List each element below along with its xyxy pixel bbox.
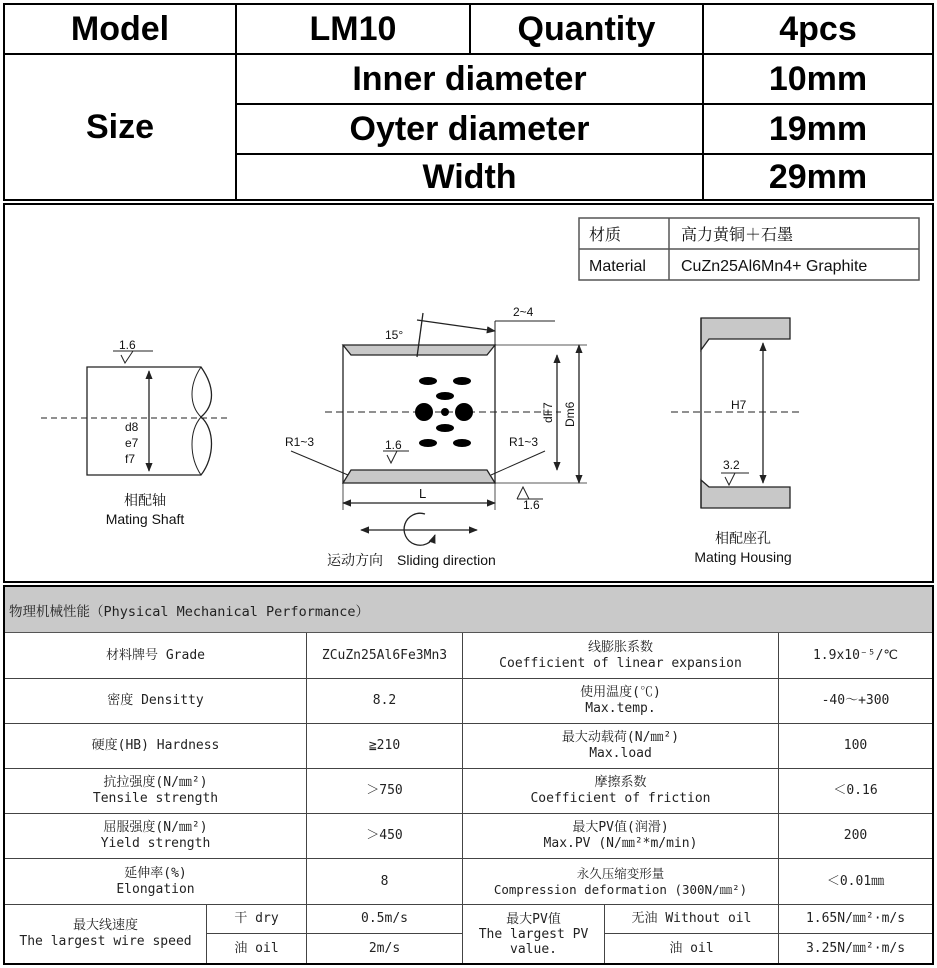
perf-row-label: 永久压缩变形量 Compression deformation (300N/㎜²) [463,859,779,905]
material-en-label: Material [589,258,646,275]
perf-row-value: 1.9x10⁻⁵/℃ [779,633,932,679]
bushing-length: L [419,486,427,501]
shaft-caption-cn: 相配轴 [124,493,166,509]
material-cn-label: 材质 [589,225,622,244]
oil-label: 油 oil [207,934,307,963]
bushing-outer-fit: Dm6 [563,401,577,427]
performance-table [3,585,934,965]
perf-row-value: ＜0.01㎜ [779,859,932,905]
drawing-canvas [5,205,932,581]
perf-row-value: 8 [307,859,463,905]
bushing-roughness-inner: 1.6 [385,438,402,452]
inner-diameter-value: 10mm [704,55,932,105]
perf-row-label: 屈服强度(N/㎜²) Yield strength [5,814,307,859]
shaft-tol-d8: d8 [125,420,139,434]
size-label: Size [5,55,237,199]
perf-row-label: 使用温度(℃) Max.temp. [463,679,779,724]
model-value: LM10 [237,5,471,55]
quantity-value: 4pcs [704,5,932,55]
wire-speed-label: 最大线速度 The largest wire speed [5,905,207,963]
width-value: 29mm [768,157,868,196]
technical-drawing [3,203,934,583]
bushing-radius-left: R1~3 [285,435,315,449]
material-table [579,218,919,280]
motion-caption-en: Sliding direction [397,552,496,568]
perf-row-label: 硬度(HB) Hardness [5,724,307,769]
motion-caption-cn: 运动方向 [327,553,383,569]
perf-row-value: ZCuZn25Al6Fe3Mn3 [307,633,463,679]
perf-row-value: ＜0.16 [779,769,932,814]
perf-row-label: 最大PV值(润滑) Max.PV (N/㎜²*m/min) [463,814,779,859]
perf-row-label: 延伸率(%) Elongation [5,859,307,905]
perf-row-label: 摩擦系数 Coefficient of friction [463,769,779,814]
without-oil-label: 无油 Without oil [605,905,779,934]
perf-row-value: 100 [779,724,932,769]
housing-caption-en: Mating Housing [694,549,792,565]
outer-diameter-value: 19mm [704,105,932,155]
sliding-direction [361,513,477,545]
housing-fit: H7 [731,398,747,412]
housing-caption-cn: 相配座孔 [715,531,771,547]
material-en-value: CuZn25Al6Mn4+ Graphite [681,258,868,275]
without-oil-value: 1.65N/㎜²·m/s [779,905,932,934]
performance-title: 物理机械性能（Physical Mechanical Performance） [5,587,932,633]
perf-row-value: ＞450 [307,814,463,859]
inner-diameter-label: Inner diameter [237,55,704,105]
graphite-plugs [415,377,473,447]
shaft-tol-e7: e7 [125,436,139,450]
quantity-label: Quantity [471,5,704,55]
dry-speed-value: 0.5m/s [307,905,463,934]
with-oil-value: 3.25N/㎜²·m/s [805,940,906,956]
perf-row-label: 密度 Densitty [5,679,307,724]
pv-label: 最大PV值 The largest PV value. [463,905,605,963]
oil-speed-value: 2m/s [307,934,463,963]
dry-label: 干 dry [207,905,307,934]
with-oil-label: 油 oil [605,934,779,963]
model-label: Model [5,5,237,55]
perf-row-value: -40～+300 [779,679,932,724]
perf-row-value: ＞750 [307,769,463,814]
outer-diameter-label: Oyter diameter [237,105,704,155]
bushing-radius-right: R1~3 [509,435,539,449]
width-label: Width [237,155,704,199]
bushing-inner-fit: dF7 [541,402,555,423]
shaft-caption-en: Mating Shaft [105,511,185,527]
perf-row-value: ≧210 [307,724,463,769]
perf-row-value: 8.2 [307,679,463,724]
shaft-tol-f7: f7 [125,452,136,466]
shaft-roughness: 1.6 [119,338,136,352]
bushing-chamfer: 2~4 [513,305,534,319]
perf-row-value: 200 [779,814,932,859]
housing-roughness: 3.2 [723,458,740,472]
mating-housing [671,318,801,508]
perf-row-label: 抗拉强度(N/㎜²) Tensile strength [5,769,307,814]
perf-row-label: 材料牌号 Grade [5,633,307,679]
bushing-roughness-outer: 1.6 [523,498,540,512]
material-cn-value: 高力黄铜＋石墨 [681,225,794,244]
bushing-angle: 15° [385,328,404,342]
spec-table [3,3,934,201]
perf-row-label: 最大动载荷(N/㎜²) Max.load [463,724,779,769]
perf-row-label: 线膨胀系数 Coefficient of linear expansion [463,633,779,679]
